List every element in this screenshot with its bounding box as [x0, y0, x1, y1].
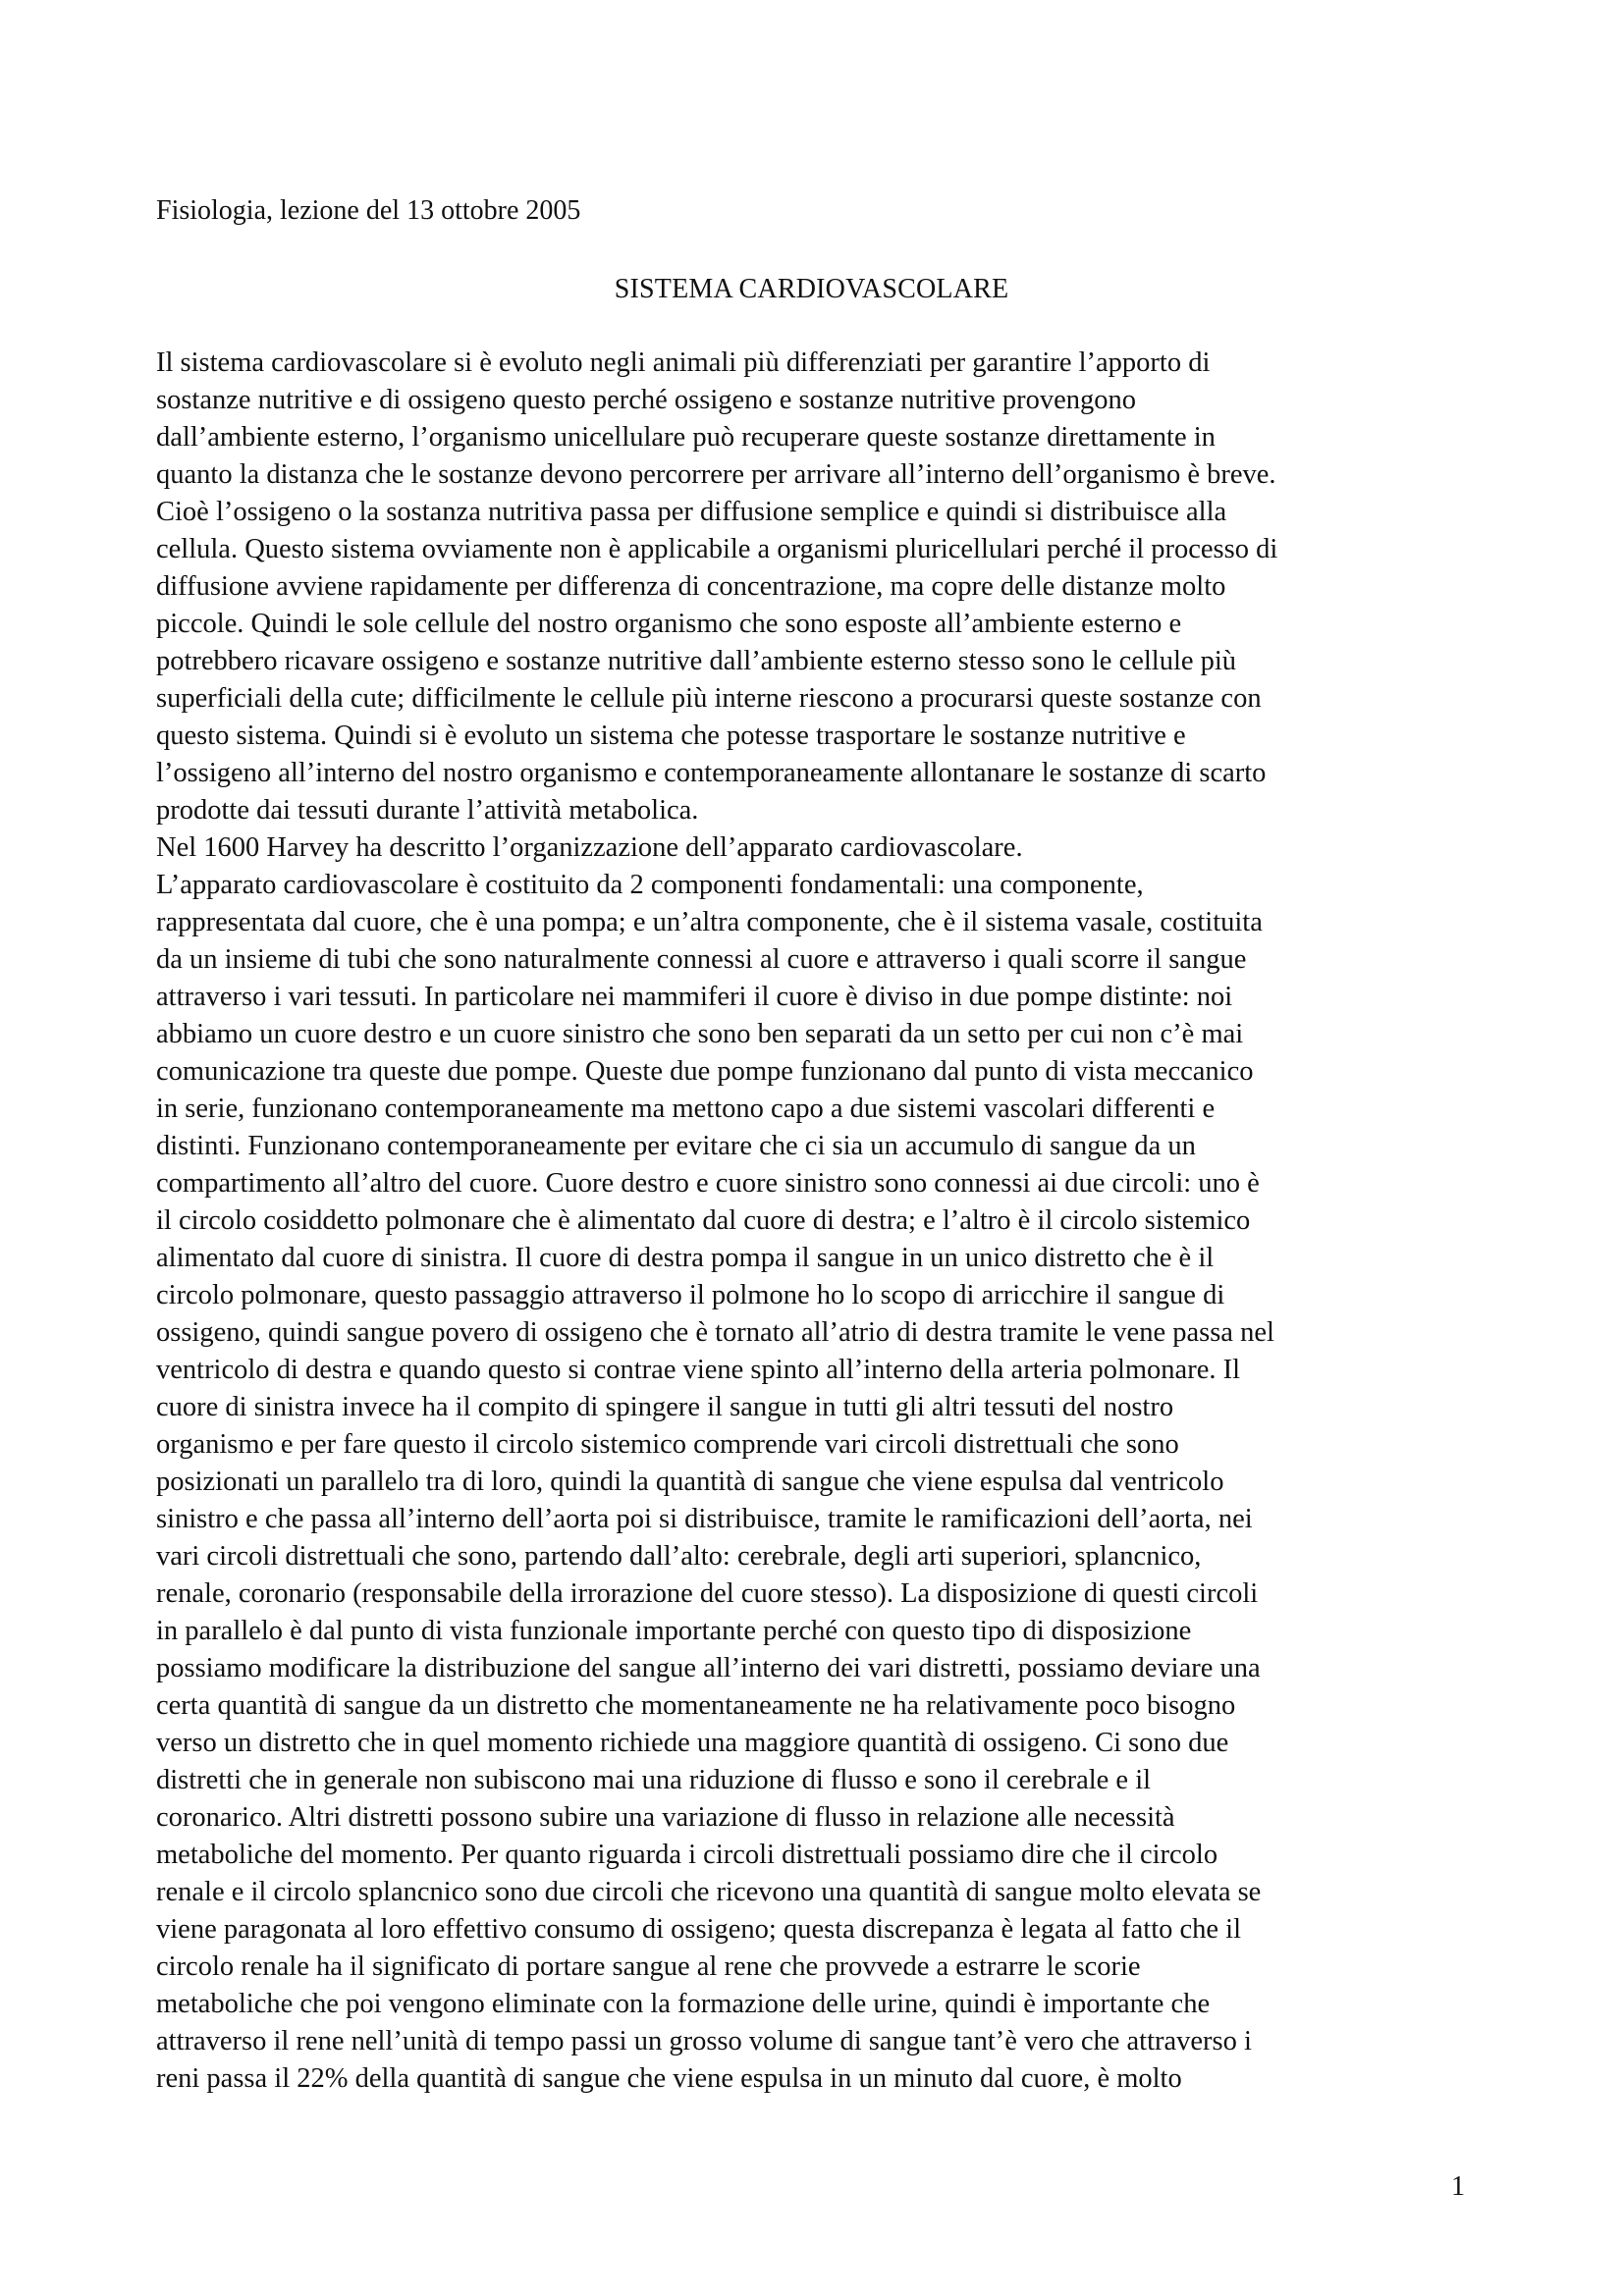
text-line: diffusione avviene rapidamente per differenza di concentrazione, ma copre delle distanze molto	[156, 571, 1226, 602]
text-line: coronarico. Altri distretti possono subire una variazione di flusso in relazione alle necessità	[156, 1802, 1175, 1833]
text-line: viene paragonata al loro effettivo consumo di ossigeno; questa discrepanza è legata al fatto che il	[156, 1914, 1242, 1945]
document-header: Fisiologia, lezione del 13 ottobre 2005	[156, 195, 581, 226]
text-line: da un insieme di tubi che sono naturalmente connessi al cuore e attraverso i quali scorre il sangue	[156, 944, 1247, 975]
text-line: verso un distretto che in quel momento richiede una maggiore quantità di ossigeno. Ci sono due	[156, 1728, 1229, 1758]
text-line: sinistro e che passa all’interno dell’aorta poi si distribuisce, tramite le ramificazioni dell’aorta, nei	[156, 1504, 1253, 1534]
text-line: reni passa il 22% della quantità di sangue che viene espulsa in un minuto dal cuore, è molto	[156, 2063, 1182, 2094]
text-line: metaboliche che poi vengono eliminate con la formazione delle urine, quindi è importante che	[156, 1989, 1211, 2019]
text-line: compartimento all’altro del cuore. Cuore destro e cuore sinistro sono connessi ai due circoli: uno è	[156, 1168, 1260, 1199]
text-line: renale, coronario (responsabile della irrorazione del cuore stesso). La disposizione di questi circoli	[156, 1578, 1259, 1609]
text-line: distinti. Funzionano contemporaneamente per evitare che ci sia un accumulo di sangue da un	[156, 1131, 1196, 1161]
text-line: organismo e per fare questo il circolo sistemico comprende vari circoli distrettuali che sono	[156, 1429, 1179, 1460]
text-line: piccole. Quindi le sole cellule del nostro organismo che sono esposte all’ambiente esterno e	[156, 609, 1182, 639]
text-line: sostanze nutritive e di ossigeno questo perché ossigeno e sostanze nutritive provengono	[156, 385, 1137, 415]
text-line: Il sistema cardiovascolare si è evoluto negli animali più differenziati per garantire l’apporto di	[156, 347, 1211, 378]
text-line: il circolo cosiddetto polmonare che è alimentato dal cuore di destra; e l’altro è il circolo sistemico	[156, 1205, 1251, 1236]
text-line: circolo renale ha il significato di portare sangue al rene che provvede a estrarre le scorie	[156, 1951, 1141, 1982]
text-line: quanto la distanza che le sostanze devono percorrere per arrivare all’interno dell’organismo è breve.	[156, 459, 1276, 490]
text-line: dall’ambiente esterno, l’organismo unicellulare può recuperare queste sostanze direttamente in	[156, 422, 1216, 453]
text-line: abbiamo un cuore destro e un cuore sinistro che sono ben separati da un setto per cui non c’è mai	[156, 1019, 1244, 1049]
text-line: prodotte dai tessuti durante l’attività metabolica.	[156, 795, 699, 826]
text-line: distretti che in generale non subiscono mai una riduzione di flusso e sono il cerebrale e il	[156, 1765, 1152, 1795]
text-line: cuore di sinistra invece ha il compito di spingere il sangue in tutti gli altri tessuti del nostro	[156, 1392, 1174, 1422]
text-line: L’apparato cardiovascolare è costituito da 2 componenti fondamentali: una componente,	[156, 870, 1144, 900]
text-line: in parallelo è dal punto di vista funzionale importante perché con questo tipo di disposizione	[156, 1616, 1192, 1646]
body-text	[156, 345, 1491, 2098]
text-line: vari circoli distrettuali che sono, partendo dall’alto: cerebrale, degli arti superiori, splancnico,	[156, 1541, 1202, 1572]
text-line: circolo polmonare, questo passaggio attraverso il polmone ho lo scopo di arricchire il sangue di	[156, 1280, 1225, 1310]
text-line: renale e il circolo splancnico sono due circoli che ricevono una quantità di sangue molto elevata se	[156, 1877, 1262, 1907]
document-title: SISTEMA CARDIOVASCOLARE	[614, 274, 1009, 304]
text-line: posizionati un parallelo tra di loro, quindi la quantità di sangue che viene espulsa dal ventricolo	[156, 1467, 1224, 1497]
text-line: Cioè l’ossigeno o la sostanza nutritiva passa per diffusione semplice e quindi si distribuisce alla	[156, 497, 1227, 527]
text-line: possiamo modificare la distribuzione del sangue all’interno dei vari distretti, possiamo deviare una	[156, 1653, 1261, 1683]
text-line: l’ossigeno all’interno del nostro organismo e contemporaneamente allontanare le sostanze di scarto	[156, 758, 1267, 788]
text-line: cellula. Questo sistema ovviamente non è applicabile a organismi pluricellulari perché il processo di	[156, 534, 1278, 564]
text-line: comunicazione tra queste due pompe. Queste due pompe funzionano dal punto di vista meccanico	[156, 1056, 1254, 1087]
text-line: attraverso i vari tessuti. In particolare nei mammiferi il cuore è diviso in due pompe distinte: noi	[156, 982, 1233, 1012]
text-line: ossigeno, quindi sangue povero di ossigeno che è tornato all’atrio di destra tramite le vene passa nel	[156, 1317, 1274, 1348]
page-number: 1	[1451, 2171, 1465, 2202]
text-line: questo sistema. Quindi si è evoluto un sistema che potesse trasportare le sostanze nutritive e	[156, 721, 1186, 751]
text-line: rappresentata dal cuore, che è una pompa; e un’altra componente, che è il sistema vasale, costituita	[156, 907, 1263, 937]
text-line: superficiali della cute; difficilmente le cellule più interne riescono a procurarsi queste sostanze con	[156, 683, 1262, 714]
text-line: attraverso il rene nell’unità di tempo passi un grosso volume di sangue tant’è vero che attraverso i	[156, 2026, 1252, 2056]
text-line: in serie, funzionano contemporaneamente ma mettono capo a due sistemi vascolari differenti e	[156, 1094, 1216, 1124]
text-line: metaboliche del momento. Per quanto riguarda i circoli distrettuali possiamo dire che il circolo	[156, 1840, 1218, 1870]
text-line: alimentato dal cuore di sinistra. Il cuore di destra pompa il sangue in un unico distretto che è il	[156, 1243, 1215, 1273]
text-line: certa quantità di sangue da un distretto che momentaneamente ne ha relativamente poco bisogno	[156, 1690, 1236, 1721]
text-line: Nel 1600 Harvey ha descritto l’organizzazione dell’apparato cardiovascolare.	[156, 832, 1023, 863]
text-line: ventricolo di destra e quando questo si contrae viene spinto all’interno della arteria polmonare. Il	[156, 1355, 1240, 1385]
text-line: potrebbero ricavare ossigeno e sostanze nutritive dall’ambiente esterno stesso sono le cellule più	[156, 646, 1237, 676]
